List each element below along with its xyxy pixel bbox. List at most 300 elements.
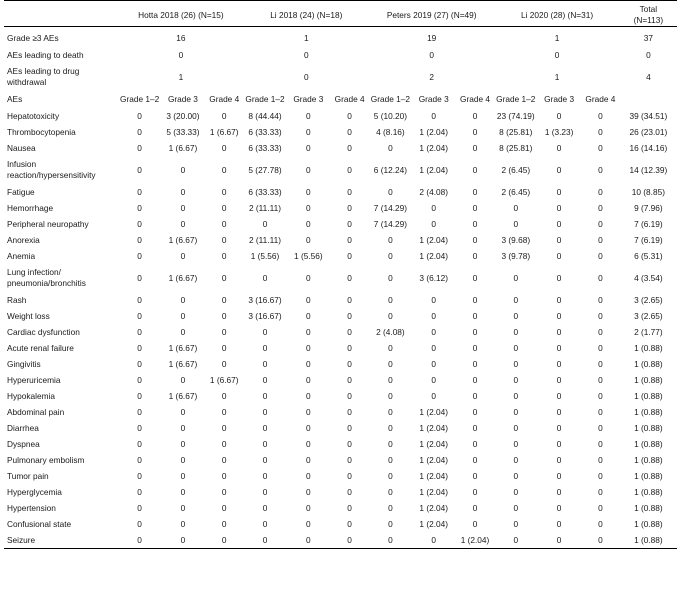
ae-total-cell: 1 (0.88)	[634, 439, 663, 450]
ae-cell: 0	[388, 487, 393, 498]
ae-name: Diarrhea	[7, 422, 39, 433]
ae-cell: 0	[180, 295, 186, 306]
ae-cell: 0	[137, 203, 142, 214]
ae-cell: 1 (3.23)	[544, 127, 574, 138]
table-row	[4, 340, 677, 356]
ae-cell: 0	[306, 235, 311, 246]
table-row	[4, 264, 677, 292]
summary-value: 16	[176, 32, 186, 43]
ae-total-cell: 39 (34.51)	[629, 111, 668, 122]
ae-cell: 0	[306, 455, 311, 466]
ae-cell: 0	[598, 391, 603, 402]
ae-cell: 0	[221, 273, 227, 284]
table-row	[4, 372, 677, 388]
ae-name: Nausea	[7, 142, 36, 153]
table-row	[4, 248, 677, 264]
ae-name: Weight loss	[7, 310, 50, 321]
ae-cell: 0	[137, 423, 142, 434]
summary-row	[4, 63, 677, 90]
ae-cell: 0	[180, 407, 186, 418]
ae-cell: 0	[598, 423, 603, 434]
grade-header-peters2019-2: Grade 4	[460, 94, 490, 105]
ae-cell: 0	[137, 251, 142, 262]
ae-cell: 0	[472, 455, 478, 466]
ae-cell: 0	[262, 487, 268, 498]
ae-cell: 0	[556, 295, 562, 306]
ae-cell: 0	[306, 219, 311, 230]
ae-cell: 0	[221, 439, 227, 450]
ae-total-cell: 16 (14.16)	[629, 143, 668, 154]
ae-cell: 0	[137, 503, 142, 514]
ae-cell: 0	[347, 111, 352, 122]
ae-cell: 6 (33.33)	[248, 127, 282, 138]
ae-cell: 0	[221, 311, 227, 322]
ae-total-cell: 1 (0.88)	[634, 375, 663, 386]
ae-cell: 5 (10.20)	[373, 111, 407, 122]
ae-cell: 0	[221, 503, 227, 514]
ae-cell: 0	[598, 359, 603, 370]
ae-cell: 0	[180, 311, 186, 322]
ae-cell: 0	[137, 219, 142, 230]
ae-cell: 0	[598, 219, 603, 230]
ae-cell: 6 (33.33)	[248, 187, 282, 198]
ae-cell: 0	[431, 375, 437, 386]
grade-header-row	[4, 90, 677, 108]
ae-cell: 0	[513, 471, 519, 482]
summary-value: 0	[178, 49, 184, 60]
ae-cell: 0	[598, 487, 603, 498]
ae-cell: 0	[598, 127, 603, 138]
ae-cell: 0	[513, 311, 519, 322]
ae-cell: 1 (2.04)	[419, 423, 449, 434]
table-row	[4, 140, 677, 156]
ae-cell: 0	[598, 535, 603, 546]
ae-cell: 2 (6.45)	[501, 187, 531, 198]
ae-cell: 0	[472, 143, 478, 154]
table-row	[4, 516, 677, 532]
ae-cell: 0	[513, 423, 519, 434]
ae-cell: 0	[137, 519, 142, 530]
ae-cell: 0	[137, 295, 142, 306]
ae-cell: 0	[598, 295, 603, 306]
ae-cell: 0	[388, 273, 393, 284]
ae-cell: 0	[513, 375, 519, 386]
ae-cell: 0	[513, 359, 519, 370]
ae-cell: 0	[513, 219, 519, 230]
ae-cell: 0	[513, 503, 519, 514]
ae-cell: 0	[556, 535, 562, 546]
ae-total-cell: 1 (0.88)	[634, 423, 663, 434]
summary-value: 1	[178, 71, 184, 82]
ae-cell: 0	[221, 203, 227, 214]
summary-row	[4, 46, 677, 63]
ae-cell: 1 (6.67)	[168, 343, 198, 354]
ae-cell: 0	[388, 503, 393, 514]
ae-cell: 0	[347, 273, 352, 284]
ae-cell: 0	[262, 471, 268, 482]
ae-name: Fatigue	[7, 186, 35, 197]
summary-total-value: 4	[646, 71, 651, 82]
ae-cell: 0	[306, 407, 311, 418]
ae-cell: 0	[472, 235, 478, 246]
ae-cell: 0	[347, 391, 352, 402]
ae-cell: 0	[347, 203, 352, 214]
ae-cell: 0	[431, 311, 437, 322]
ae-cell: 0	[598, 407, 603, 418]
table-row	[4, 452, 677, 468]
summary-row-label: AEs leading to drug withdrawal	[7, 65, 80, 87]
ae-cell: 3 (16.67)	[248, 295, 282, 306]
ae-cell: 0	[556, 375, 562, 386]
ae-cell: 0	[221, 327, 227, 338]
ae-cell: 0	[180, 519, 186, 530]
ae-cell: 0	[598, 471, 603, 482]
table-bottom-rule	[4, 549, 677, 553]
ae-name: Peripheral neuropathy	[7, 218, 89, 229]
ae-cell: 1 (6.67)	[168, 359, 198, 370]
ae-total-cell: 9 (7.96)	[634, 203, 663, 214]
ae-cell: 6 (12.24)	[373, 165, 407, 176]
table-row	[4, 532, 677, 549]
ae-cell: 0	[513, 203, 519, 214]
table-row	[4, 124, 677, 140]
ae-cell: 0	[180, 471, 186, 482]
table-row	[4, 356, 677, 372]
ae-cell: 0	[347, 143, 352, 154]
ae-name: Anemia	[7, 250, 36, 261]
table-row	[4, 484, 677, 500]
ae-cell: 0	[306, 519, 311, 530]
ae-cell: 0	[306, 203, 311, 214]
ae-name: Acute renal failure	[7, 342, 74, 353]
ae-cell: 0	[431, 343, 437, 354]
summary-value: 0	[554, 49, 560, 60]
ae-cell: 0	[472, 251, 478, 262]
ae-cell: 0	[306, 273, 311, 284]
ae-cell: 0	[137, 487, 142, 498]
ae-cell: 0	[472, 187, 478, 198]
ae-cell: 1 (2.04)	[419, 165, 449, 176]
ae-cell: 0	[431, 535, 437, 546]
ae-cell: 0	[388, 439, 393, 450]
table-row	[4, 388, 677, 404]
ae-cell: 0	[472, 295, 478, 306]
ae-cell: 0	[472, 391, 478, 402]
ae-cell: 0	[347, 503, 352, 514]
ae-cell: 0	[513, 487, 519, 498]
ae-total-cell: 1 (0.88)	[634, 359, 663, 370]
ae-cell: 0	[262, 327, 268, 338]
table-rule	[4, 549, 677, 553]
ae-cell: 0	[513, 327, 519, 338]
ae-cell: 0	[262, 273, 268, 284]
ae-cell: 0	[556, 359, 562, 370]
ae-cell: 0	[598, 143, 603, 154]
ae-cell: 0	[262, 455, 268, 466]
ae-cell: 0	[513, 439, 519, 450]
ae-cell: 0	[556, 487, 562, 498]
ae-cell: 0	[306, 503, 311, 514]
ae-cell: 0	[388, 143, 393, 154]
ae-cell: 8 (25.81)	[499, 143, 533, 154]
ae-cell: 0	[262, 519, 268, 530]
ae-cell: 3 (20.00)	[166, 111, 200, 122]
ae-cell: 0	[347, 519, 352, 530]
ae-cell: 2 (6.45)	[501, 165, 531, 176]
ae-cell: 0	[306, 359, 311, 370]
ae-cell: 0	[347, 127, 352, 138]
ae-cell: 0	[598, 165, 603, 176]
ae-cell: 0	[306, 127, 311, 138]
ae-cell: 0	[347, 375, 352, 386]
summary-total-value: 0	[646, 49, 651, 60]
ae-cell: 0	[137, 343, 142, 354]
ae-cell: 3 (16.67)	[248, 311, 282, 322]
ae-cell: 0	[598, 439, 603, 450]
ae-cell: 7 (14.29)	[373, 203, 407, 214]
table-row	[4, 324, 677, 340]
ae-cell: 0	[221, 519, 227, 530]
ae-cell: 0	[598, 187, 603, 198]
ae-cell: 23 (74.19)	[496, 111, 535, 122]
ae-cell: 0	[262, 503, 268, 514]
ae-cell: 0	[513, 407, 519, 418]
ae-cell: 0	[556, 251, 562, 262]
ae-cell: 0	[306, 143, 311, 154]
ae-cell: 0	[556, 327, 562, 338]
ae-total-cell: 10 (8.85)	[631, 187, 665, 198]
ae-cell: 0	[180, 375, 186, 386]
ae-cell: 2 (4.08)	[376, 327, 405, 338]
ae-cell: 3 (6.12)	[419, 273, 449, 284]
ae-name: Thrombocytopenia	[7, 126, 76, 137]
ae-cell: 0	[306, 471, 311, 482]
ae-name: Cardiac dysfunction	[7, 326, 80, 337]
ae-cell: 0	[137, 439, 142, 450]
table-row	[4, 200, 677, 216]
ae-cell: 0	[598, 327, 603, 338]
table-row	[4, 184, 677, 200]
total-header-line2: (N=113)	[633, 15, 664, 26]
group-header-peters2019: Peters 2019 (27) (N=49)	[386, 10, 477, 20]
ae-cell: 1 (5.56)	[294, 251, 323, 262]
ae-cell: 0	[221, 471, 227, 482]
ae-total-cell: 1 (0.88)	[634, 343, 663, 354]
ae-name: Infusion reaction/hypersensitivity	[7, 159, 96, 181]
grade-header-li2018-1: Grade 3	[293, 94, 324, 105]
ae-name: Dyspnea	[7, 438, 40, 449]
grade-header-hotta2018-2: Grade 4	[209, 94, 240, 105]
ae-cell: 0	[598, 235, 603, 246]
ae-cell: 0	[472, 127, 478, 138]
ae-name: Anorexia	[7, 234, 40, 245]
ae-cell: 0	[221, 235, 227, 246]
ae-cell: 0	[262, 535, 268, 546]
ae-cell: 2 (11.11)	[249, 235, 281, 246]
ae-cell: 0	[431, 111, 437, 122]
ae-cell: 0	[221, 455, 227, 466]
ae-cell: 0	[137, 311, 142, 322]
ae-cell: 0	[347, 251, 352, 262]
table-row	[4, 216, 677, 232]
ae-cell: 1 (6.67)	[168, 273, 198, 284]
ae-cell: 0	[347, 165, 352, 176]
ae-cell: 0	[388, 311, 393, 322]
ae-total-cell: 1 (0.88)	[634, 471, 663, 482]
ae-cell: 0	[513, 535, 519, 546]
ae-cell: 0	[472, 343, 478, 354]
ae-total-cell: 14 (12.39)	[629, 165, 668, 176]
ae-cell: 0	[306, 165, 311, 176]
ae-cell: 1 (6.67)	[168, 143, 198, 154]
ae-cell: 0	[556, 187, 562, 198]
ae-cell: 0	[180, 203, 186, 214]
ae-total-cell: 1 (0.88)	[634, 455, 663, 466]
ae-cell: 0	[180, 503, 186, 514]
ae-name: Confusional state	[7, 518, 72, 529]
ae-cell: 0	[221, 143, 227, 154]
ae-total-cell: 6 (5.31)	[634, 251, 663, 262]
ae-total-cell: 2 (1.77)	[634, 327, 663, 338]
ae-cell: 0	[262, 375, 268, 386]
group-header-li2020: Li 2020 (28) (N=31)	[520, 10, 594, 20]
ae-cell: 0	[472, 407, 478, 418]
ae-name: Gingivitis	[7, 358, 41, 369]
ae-cell: 0	[556, 503, 562, 514]
ae-cell: 0	[306, 487, 311, 498]
ae-cell: 0	[556, 439, 562, 450]
ae-cell: 0	[347, 455, 352, 466]
ae-cell: 1 (6.67)	[168, 235, 198, 246]
ae-cell: 0	[598, 375, 603, 386]
ae-cell: 0	[347, 471, 352, 482]
total-header-line1: Total	[639, 4, 658, 14]
ae-cell: 0	[306, 375, 311, 386]
ae-cell: 0	[472, 503, 478, 514]
ae-cell: 0	[472, 439, 478, 450]
ae-cell: 0	[306, 391, 311, 402]
ae-cell: 0	[472, 273, 478, 284]
ae-cell: 0	[221, 251, 227, 262]
ae-cell: 0	[513, 273, 519, 284]
ae-cell: 1 (2.04)	[419, 455, 449, 466]
ae-cell: 1 (2.04)	[419, 487, 449, 498]
ae-cell: 1 (2.04)	[419, 471, 449, 482]
ae-cell: 0	[556, 235, 562, 246]
ae-cell: 3 (9.78)	[501, 251, 531, 262]
table-row	[4, 232, 677, 248]
ae-cell: 2 (4.08)	[419, 187, 449, 198]
ae-cell: 0	[347, 327, 352, 338]
table-row	[4, 436, 677, 452]
ae-cell: 0	[137, 359, 142, 370]
ae-cell: 8 (44.44)	[248, 111, 282, 122]
ae-cell: 0	[137, 407, 142, 418]
ae-cell: 0	[221, 165, 227, 176]
ae-total-cell: 1 (0.88)	[634, 519, 663, 530]
table-row	[4, 500, 677, 516]
ae-cell: 0	[137, 455, 142, 466]
ae-cell: 7 (14.29)	[373, 219, 407, 230]
ae-cell: 0	[431, 295, 437, 306]
ae-cell: 0	[347, 235, 352, 246]
ae-cell: 0	[347, 407, 352, 418]
ae-name: Seizure	[7, 534, 36, 545]
ae-cell: 1 (6.67)	[209, 127, 239, 138]
ae-cell: 0	[556, 111, 562, 122]
grade-header-peters2019-1: Grade 3	[418, 94, 449, 105]
ae-cell: 0	[221, 187, 227, 198]
summary-value: 1	[554, 71, 560, 82]
total-column-header	[620, 4, 677, 27]
ae-cell: 0	[513, 519, 519, 530]
ae-cell: 0	[262, 219, 268, 230]
ae-cell: 0	[513, 455, 519, 466]
ae-cell: 0	[556, 273, 562, 284]
ae-cell: 0	[388, 295, 393, 306]
ae-name: Hepatotoxicity	[7, 110, 60, 121]
ae-total-cell: 3 (2.65)	[634, 295, 663, 306]
table-row	[4, 420, 677, 436]
ae-cell: 0	[472, 471, 478, 482]
summary-value: 0	[303, 71, 309, 82]
ae-cell: 0	[598, 203, 603, 214]
ae-cell: 0	[221, 487, 227, 498]
grade-header-peters2019-0: Grade 1–2	[370, 94, 410, 105]
ae-cell: 0	[388, 187, 393, 198]
ae-cell: 0	[137, 187, 142, 198]
grade-header-li2020-0: Grade 1–2	[496, 94, 536, 105]
ae-cell: 0	[180, 165, 186, 176]
ae-cell: 0	[472, 111, 478, 122]
ae-cell: 0	[347, 487, 352, 498]
ae-cell: 0	[513, 295, 519, 306]
grade-header-total-spacer	[620, 90, 677, 108]
ae-total-cell: 1 (0.88)	[634, 487, 663, 498]
ae-cell: 0	[388, 455, 393, 466]
ae-cell: 0	[221, 111, 227, 122]
ae-cell: 0	[306, 423, 311, 434]
ae-cell: 0	[221, 391, 227, 402]
ae-cell: 0	[513, 343, 519, 354]
grade-header-hotta2018-0: Grade 1–2	[120, 94, 160, 105]
ae-cell: 0	[347, 423, 352, 434]
ae-name: Hemorrhage	[7, 202, 54, 213]
ae-cell: 0	[388, 471, 393, 482]
ae-cell: 0	[556, 471, 562, 482]
ae-cell: 0	[306, 535, 311, 546]
ae-name: Hyperuricemia	[7, 374, 61, 385]
ae-cell: 5 (33.33)	[166, 127, 200, 138]
ae-cell: 0	[221, 535, 227, 546]
group-header-hotta2018: Hotta 2018 (26) (N=15)	[138, 10, 224, 20]
ae-cell: 0	[513, 391, 519, 402]
ae-cell: 0	[598, 503, 603, 514]
ae-cell: 0	[137, 535, 142, 546]
ae-cell: 6 (33.33)	[248, 143, 282, 154]
ae-total-cell: 1 (0.88)	[634, 391, 663, 402]
ae-cell: 0	[556, 391, 562, 402]
ae-cell: 0	[556, 455, 562, 466]
ae-cell: 0	[598, 343, 603, 354]
summary-row-label: Grade ≥3 AEs	[7, 32, 59, 43]
ae-cell: 0	[347, 219, 352, 230]
ae-total-cell: 1 (0.88)	[634, 503, 663, 514]
ae-cell: 8 (25.81)	[499, 127, 533, 138]
ae-section-label: AEs	[7, 94, 23, 105]
ae-cell: 0	[472, 359, 478, 370]
ae-cell: 0	[472, 423, 478, 434]
